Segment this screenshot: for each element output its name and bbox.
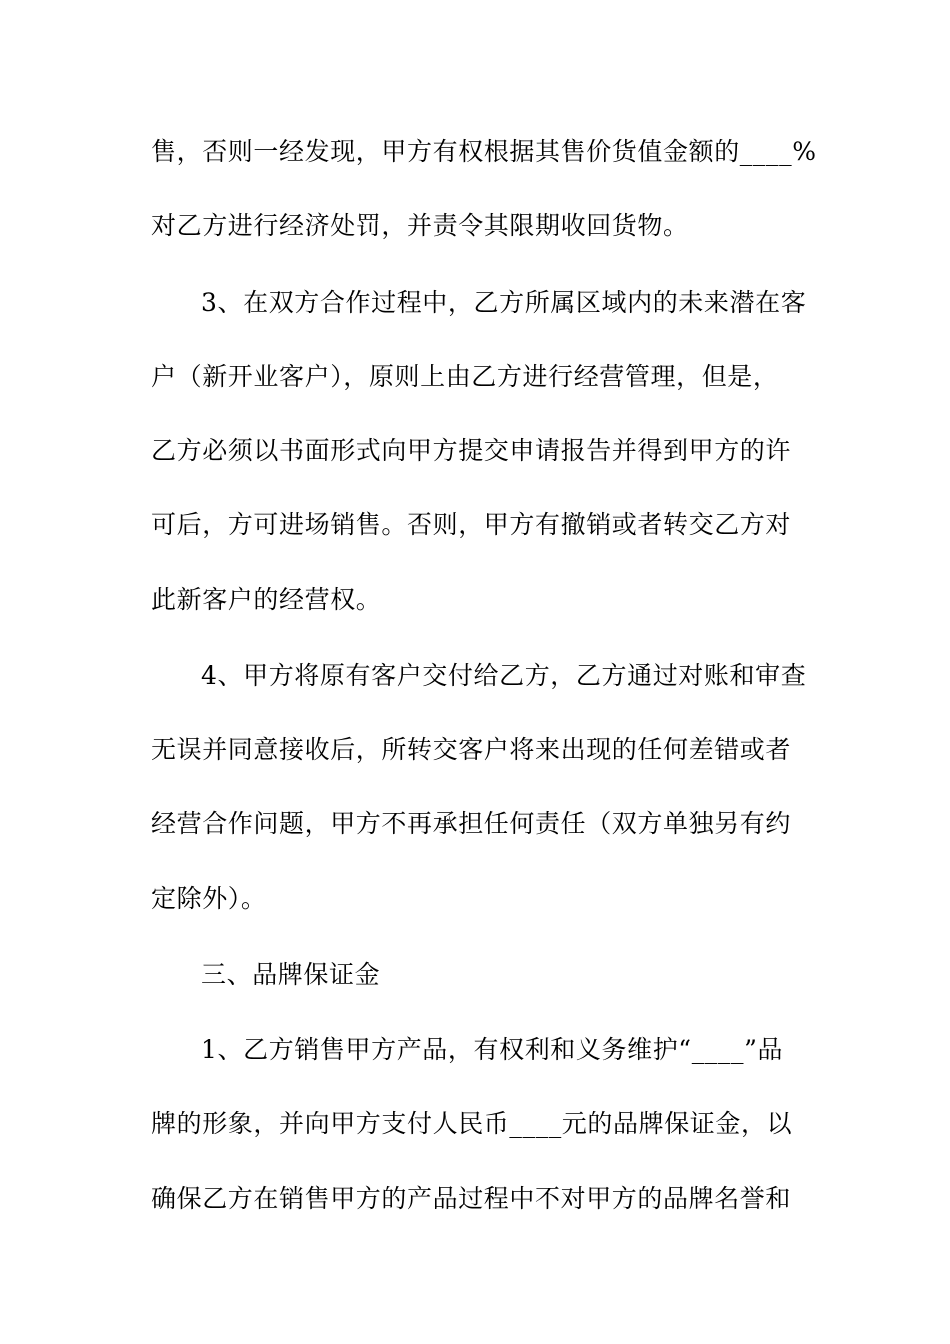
section-heading: 三、品牌保证金 [201, 960, 381, 989]
clause-3-line-4: 可后，方可进场销售。否则，甲方有撤销或者转交乙方对 [151, 510, 792, 539]
clause-3-line-3: 乙方必须以书面形式向甲方提交申请报告并得到甲方的许 [151, 436, 792, 465]
clause-3-line-1: 3、在双方合作过程中，乙方所属区域内的未来潜在客 [201, 288, 807, 317]
section-3-clause-1-line-1: 1、乙方销售甲方产品，有权利和义务维护“____”品 [201, 1035, 784, 1064]
clause-3-line-5: 此新客户的经营权。 [151, 585, 382, 614]
clause-4-line-2: 无误并同意接收后，所转交客户将来出现的任何差错或者 [151, 735, 792, 764]
section-3-clause-1-line-2: 牌的形象，并向甲方支付人民币____元的品牌保证金，以 [151, 1109, 793, 1138]
clause-3-line-2: 户（新开业客户），原则上由乙方进行经营管理，但是， [151, 362, 779, 391]
text-line-1: 售，否则一经发现，甲方有权根据其售价货值金额的____% [151, 137, 817, 166]
clause-4-line-4: 定除外）。 [151, 884, 267, 913]
section-3-clause-1-line-3: 确保乙方在销售甲方的产品过程中不对甲方的品牌名誉和 [151, 1184, 792, 1213]
text-line-2: 对乙方进行经济处罚，并责令其限期收回货物。 [151, 211, 689, 240]
clause-4-line-3: 经营合作问题，甲方不再承担任何责任（双方单独另有约 [151, 809, 792, 838]
clause-4-line-1: 4、甲方将原有客户交付给乙方，乙方通过对账和审查 [201, 661, 807, 690]
